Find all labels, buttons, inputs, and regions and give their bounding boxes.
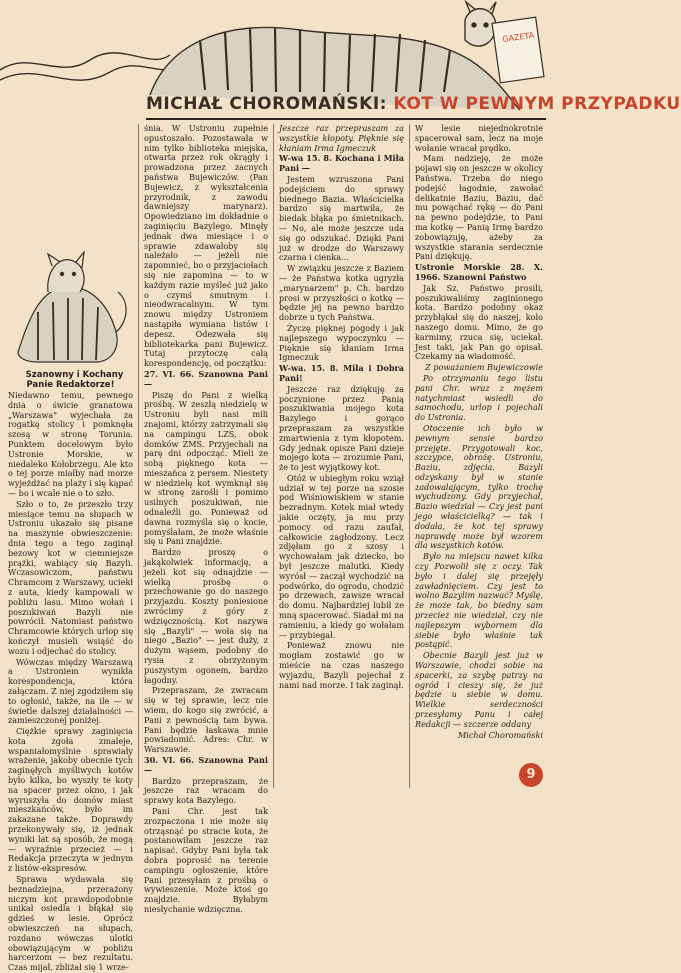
closing-paragraph: Było na miejscu nawet kilka czy Pozwolił się z oczy. Tak było i dalej się przejęły zawładnięciem. Czy jest to wolno Bazylim nazwać? Myślę, że może tak, bo biedny sam przecież nie wiedział, czy nie najlepszym wybornem dla siebie było właśnie tak postąpić. <box>415 551 543 650</box>
letter-heading: 27. VI. 66. Szanowna Pani — <box>144 368 268 389</box>
letter-paragraph: Pani Chr. jest tak zrozpaczona i nie może się otrząsnąć po stracie kota, że postanowiłam jeszcze raz napisać. Gdyby Pani była tak dobra poprosić na terenie campingu ogłoszenie, które Pani przesyłam z prośbą o wywieszenie. Może ktoś go znajdzie. Byłabym niesłychanie wdzięczna. <box>144 805 268 914</box>
letter-paragraph: Bardzo przepraszam, że jeszcze raz wracam do sprawy kota Bazylego. <box>144 775 268 806</box>
author-signature: Michał Choromański <box>457 729 543 740</box>
headline-rule <box>146 118 546 120</box>
small-cat-illustration <box>8 232 133 367</box>
headline-author: MICHAŁ CHOROMAŃSKI: <box>146 94 387 114</box>
column-4 <box>415 124 543 760</box>
letter-paragraph: Życzę pięknej pogody i jak najlepszego wypoczynku — Pięknie się kłaniam Irma Igmeczuk <box>279 322 404 363</box>
page-number: 9 <box>519 763 543 787</box>
letter-paragraph: Jak Sz. Państwo prosili, poszukiwaliśmy zaginionego kota. Bardzo podobny okaz przybłąkał się do naszej, kolo naszego domu. Mimo, że go karmimy, rzuca się, uciekał. Jest taki, jak Pan go opisał. Czekamy na wiadomość. <box>415 282 543 362</box>
letter-heading: W-wa 15. 8. Kochana i Miła Pani — <box>279 153 404 174</box>
closing-paragraph: Po otrzymaniu tego listu pani Chr. wraz z mężem natychmiast wsiedli do samochodu, urlop i pojechali do Ustronia. <box>415 372 543 423</box>
column-divider <box>273 124 274 788</box>
col1-paragraph: Ciężkie sprawy zaginięcia kota zgoła zmaleje, wspaniałomyślnie sprawiały wrażenie, jakoby obecnie tych zaginęłych myśliwych kotów było kilka, bo wyszły te koty na spacer przez okno, i jak wyruszyła do domów miast mieszkańców, było im zakazane także. Doprawdy przekonywały się, iż jednak wyniki lat są sposób, że mogą — wyraźnie przecież — i Redakcja przeczyta w jednym z listów-ekspresów. <box>8 726 133 874</box>
column-1 <box>8 370 133 973</box>
column-divider <box>409 124 410 788</box>
letter-paragraph: Jeszcze raz dziękuję za poczynione przez Panią poszukiwania mojego kota Bazylego i gorąco przepraszam za wszystkie zmartwienia z tym kłopotem. Gdy jednak opisze Pani dzieje mojego kota — zrozumie Pani, że to jest wyjątkowy kot. <box>279 383 404 473</box>
col1-paragraph: Szło o to, że przeszło trzy miesiące temu na słupach w Ustroniu ukazało się pisane na maszynie obwieszczenie: dnia tego a tego zaginął bezowy kot w ciemniejsze prążki, wabiący się Bazyli. Wczasowiczom, państwu Chramcom z Warszawy, uciekł z auta, kiedy kampowali w pobliżu lasu. Mimo wołań i poszukiwań Bazyli nie powrócił. Natomiast państwo Chramcowie których urlop się kończył musieli wsiąść do wozu i odjechać do stolicy. <box>8 498 133 656</box>
letter-heading: Ustronie Morskie 28. X. 1966. Szanowni Państwo <box>415 262 543 282</box>
letter-paragraph: Przepraszam, że zwracam się w tej sprawie, lecz nie wiem, do kogo się zwrócić, a Pani z pewnością tam bywa. Pani będzie łaskawa mnie powiadomić. Adres: Chr. w Warszawie. <box>144 685 268 755</box>
letter-paragraph: Bardzo proszę o jakąkolwiek informację, a jeżeli kot się odnajdzie — wielką prośbę o przechowanie go do naszego przyjazdu. Koszty poniesione zwrócimy z góry z wdzięcznością. Kot nazywa się „Bazyli" — woła się na niego „Bazio" — jest duży, z dużym wąsem, podobny do rysia z obrzyżonym puszystym ogonem, bardzo łagodny. <box>144 547 268 685</box>
article-headline <box>146 94 681 114</box>
col3-paragraph: Jeszcze raz przepraszam za wszystkie kłopoty. Pięknie się kłaniam Irma Igmeczuk <box>279 123 404 153</box>
letter-heading: W-wa. 15. 8. Miła i Dobra Pani! <box>279 363 404 383</box>
letter-paragraph: Jestem wzruszona Pani podejściem do sprawy biednego Bazia. Właścicielka bardzo się martwiła, że biedak błąka po śmietnikach. — No, ale może jeszcze uda się go odszukać. Dzięki Pani już w drodze do Warszawy czarna i cienka... <box>279 173 404 263</box>
col4-paragraph: W lesie niejednokrotnie spacerował sam, lecz na moje wołanie wracał prędko. <box>415 123 543 153</box>
closing-paragraph: Obecnie Bazyli jest już w Warszawie, chodzi sobie na spacerki, za szybę patrzy na ogród i cieszy się, że już będzie u siebie w domu. Wielkie serdeczności przesyłamy Panu i całej Redakcji — szczerze oddany <box>415 650 543 729</box>
col1-paragraph: Wówczas między Warszawą a Ustroniem wynikła korespondencja, która załączam. Z niej zgodziłem się to ogłosić, także, na ile — w świetle dalszej działalności — zamieszczonej poniżej. <box>8 656 133 726</box>
col1-paragraph: Niedawno temu, pewnego dnia o świcie granatowa „Warszawa" wyjechała za rogatkę stolicy i pomknęła szosą w stronę Torunia. Punktem docelowym było Ustronie Morskie, w niedaleko Kołobrzegu. Ale kto o tej porze miałby nad morze wyjeżdżać na plaży i się kąpać — bo i wcale nie o to szło. <box>8 390 133 498</box>
letter-signoff: Z poważaniem Bujewiczowie <box>425 362 543 373</box>
letter-paragraph: Piszę do Pani z wielką prośbą. W zeszłą niedzielę w Ustroniu byli nasi mili znajomi, którzy zatrzymali się na campingu LZS, obok domków ZMS. Przyjechali na parę dni odpocząć. Mieli ze sobą pięknego kota — mieszańca z persem. Niestety w niedzielę kot wymknął się w stronę zarośli i pomimo usilnych poszukiwań, nie odnaleźli go. Ponieważ od dawna rozmyśla się o kocie, pomyślałam, że może właśnie się u Pani znajdzie. <box>144 389 268 547</box>
book-label: GAZETA <box>501 30 535 45</box>
letter-paragraph: Ponieważ znowu nie mogłam zostawić go w mieście na czas naszego wyjazdu, Bazyli pojechał z nami nad morze. I tak zaginął. <box>279 640 404 690</box>
greeting: Szanowny i Kochany Panie Redaktorze! <box>25 370 124 390</box>
col1-paragraph: Sprawa wydawała się beznadziejna, przerażony niczym kot prawdopodobnie unikał osiedla i błąkał się gdzieś w lesie. Oprócz obwieszczeń na słupach, rozdano wówczas ulotki obowiązującym w pobliżu harcerzom — bez rezultatu. Czas mijał, zbliżał się 1 wrze- <box>8 874 133 973</box>
column-divider <box>138 124 139 788</box>
letter-paragraph: Otóż w ubiegłym roku wziął udział w tej porze na szosie pod Wiśniowiskiem w stanie bezradnym. Kotek miał wtedy jakie oczęty, ja mu przy pomocy od razu zaufał, całkowicie zagłodzony. Lecz zdjęłam go z szosy i wychowałam jak dziecko, bo był jeszcze malutki. Kiedy wyrósł — zaczął wychodzić na podwórko, do ogrodu, chodzić po drzewach, zawsze wracał do domu. Najbardziej lubił ze mną spacerować. Siadał mi na ramieniu, a kiedy go wołałam — przybiegał. <box>279 472 404 640</box>
column-2 <box>144 123 268 914</box>
col4-paragraph: Mam nadzieję, że może pojawi się on jeszcze w okolicy Państwa. Trzeba do niego podejść łagodnie, zawołać delikatnie Baziu, Baziu, dać mu powąchać rękę — do Pani na pewno podejdzie, to Pani ma kotkę — Panią Irmę bardzo zobowiązuję, ażeby za wszystkie starania serdecznie Pani dziękuję. <box>415 153 543 262</box>
letter-heading: 30. VI. 66. Szanowna Pani — <box>144 755 268 775</box>
headline-title: KOT W PEWNYM PRZYPADKU <box>393 94 681 114</box>
letter-paragraph: W związku jeszcze z Baziem — że Państwa kotka ugryzła „marynarzem" p. Ch. bardzo prosi w przyszłości o kotkę — będzie jej na pewno bardzo dobrze u tych Państwa. <box>279 263 404 323</box>
closing-paragraph: Otoczenie ich było w pewnym sensie bardzo przejęte. Przygotowali koc, szczypce, obrożę. Ustroniu, Baziu, zdjęcia. Bazyli odzyskany był w stanie zadowalającym, tylko trochę wychudzony. Gdy przyjechał, Bazio wiedział — Czy jest pani jego właścicielką? — tak i dodała, że kot tej sprawy naprawdę może był wzorem dla wszystkich kotów. <box>415 422 543 551</box>
column-3 <box>279 124 404 788</box>
col2-paragraph: śnia. W Ustroniu zupełnie opustoszało. Pozostawała w nim tylko biblioteka miejska, otwarta przez rok okrągły i prowadzona przez zacnych państwa Bujewiczów. (Pan Bujewicz, z wykształcenia przyrodnik, z zawodu dawniejszy marynarz). Opowiedziano im dokładnie o zaginięciu Bazylego. Minęły jednak dwa miesiące i o sprawie zdawałoby się należało — jeżeli nie zapomnieć, bo o przyjaciołach się nie zapomina — to w każdym razie myśleć już jako o czymś smutnym i nieodwracalnym. W tym znowu między Ustroniem nastąpiła wymiana listów i depesz. Odezwała się bibliotekarka pani Bujewicz. Tutaj przytoczę całą korespondencję, od początku: <box>144 123 268 369</box>
